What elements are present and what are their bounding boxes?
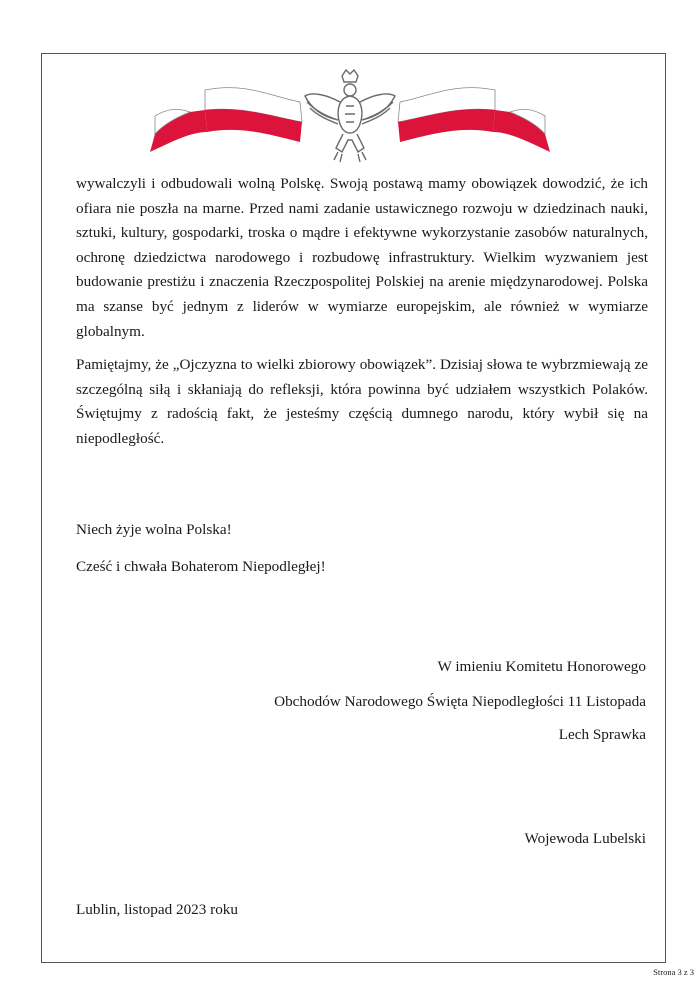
paragraph: Pamiętajmy, że „Ojczyzna to wielki zbiorowy obowiązek”. Dzisiaj słowa te wybrzmiewają ze szczególną siłą i skłaniają do refleksji, która powinna być udziałem wszystkich Polaków. Świętujmy z radością fakt, że jesteśmy częścią dumnego narodu, który wybił się na niepodległość. xyxy=(76,356,648,447)
signatory-name: Lech Sprawka xyxy=(558,726,646,743)
closing-lines xyxy=(76,520,326,594)
paragraph: wywalczyli i odbudowali wolną Polskę. Swoją postawą mamy obowiązek dowodzić, że ich ofiara nie poszła na marne. Przed nami zadanie ustawicznego rozwoju w dziedzinach nauki, sztuki, kultury, gospodarki, troska o mądre i efektywne wykorzystanie zasobów naturalnych, ochronę dziedzictwa narodowego i rozbudowę infrastruktury. Wielkim wyzwaniem jest budowanie prestiżu i znaczenia Rzeczpospolitej Polskiej na arenie międzynarodowej. Polska ma szanse być jednym z liderów w wymiarze europejskim, ale również w wymiarze globalnym. xyxy=(76,175,648,340)
page-number: Strona 3 z 3 xyxy=(653,967,694,977)
closing-line: Cześć i chwała Bohaterom Niepodległej! xyxy=(76,558,326,575)
place-and-date: Lublin, listopad 2023 roku xyxy=(76,901,238,918)
right-flag-ribbon xyxy=(398,88,550,152)
letterhead xyxy=(150,62,550,172)
signatory-title: Wojewoda Lubelski xyxy=(524,830,646,847)
flag-ribbons xyxy=(150,62,550,172)
left-flag-ribbon xyxy=(150,88,302,152)
signature-line-2: Obchodów Narodowego Święta Niepodległości 11 Listopada xyxy=(274,693,646,710)
signature-line-1: W imieniu Komitetu Honorowego xyxy=(437,658,646,675)
letter-body xyxy=(76,172,648,461)
white-eagle-emblem-icon xyxy=(305,70,395,162)
closing-line: Niech żyje wolna Polska! xyxy=(76,521,232,538)
